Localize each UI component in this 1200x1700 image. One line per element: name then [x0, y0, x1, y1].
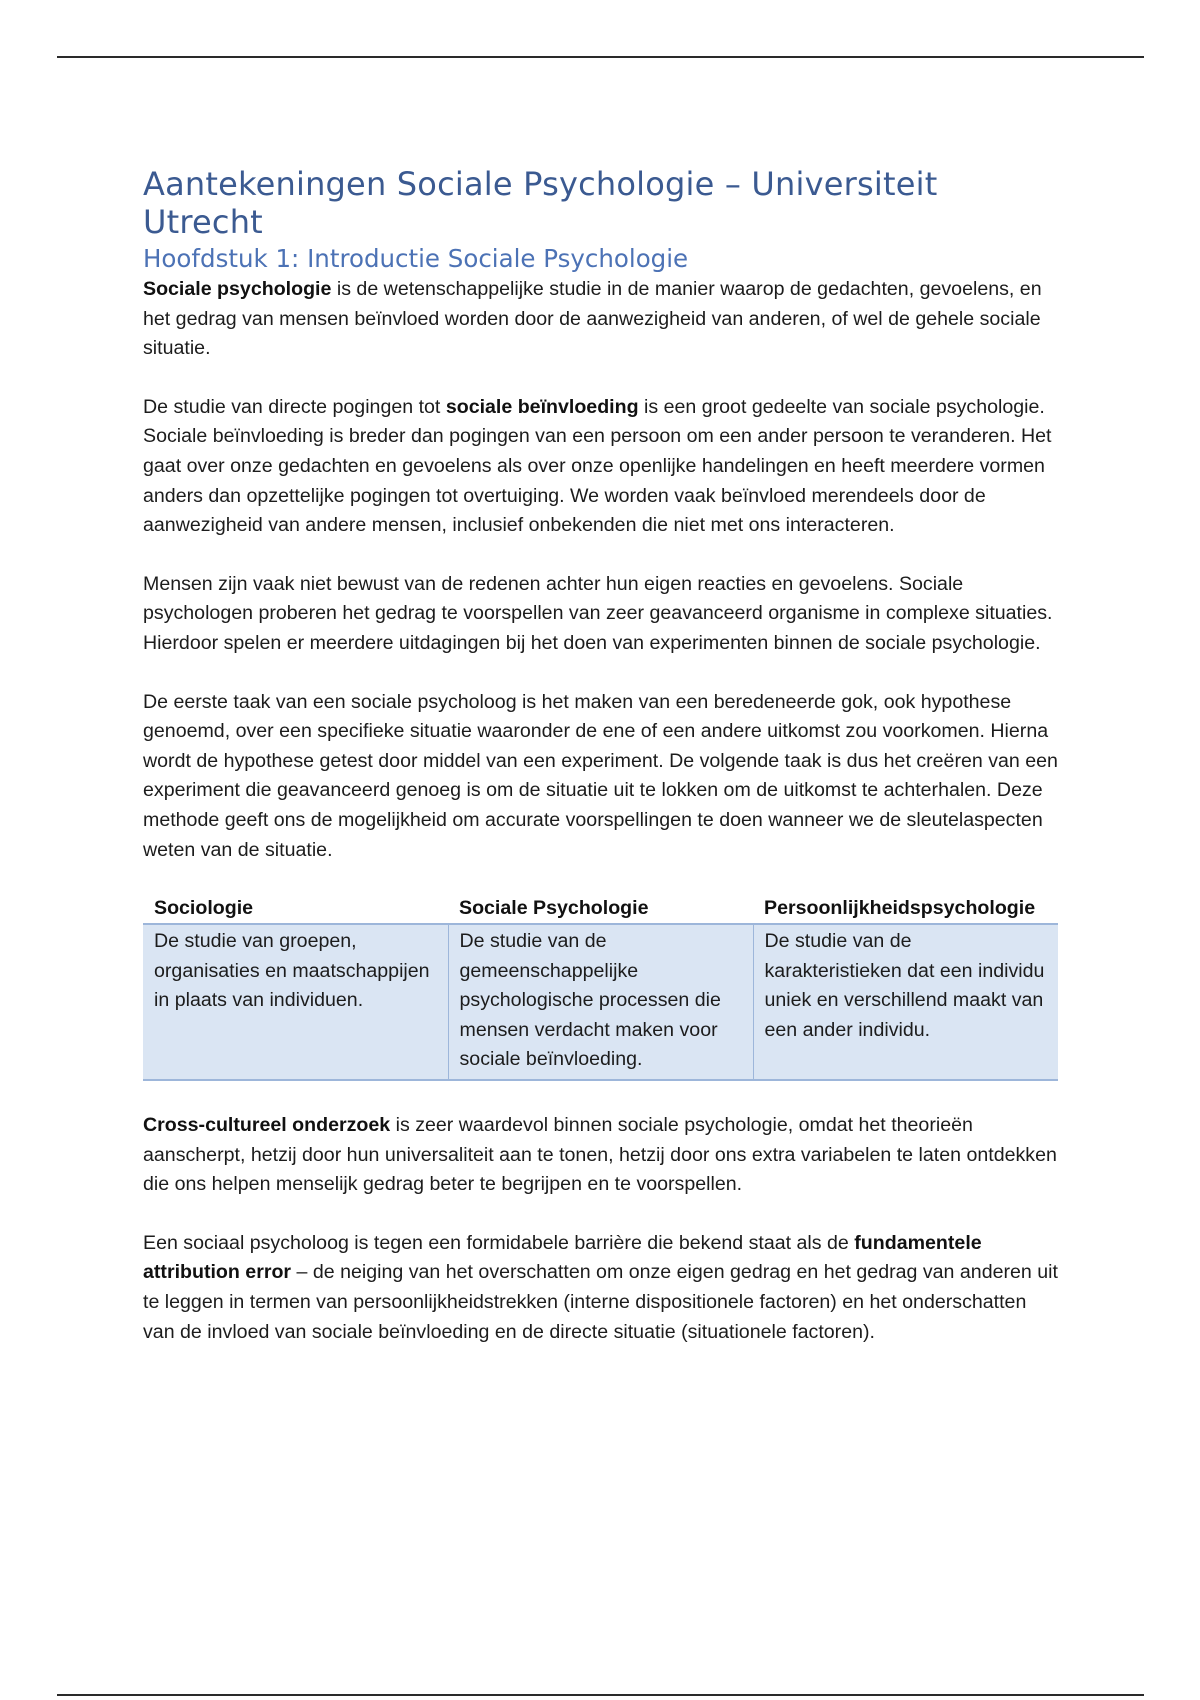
paragraph-hypothesis: De eerste taak van een sociale psycholoog is het maken van een beredeneerde gok, ook hypothese genoemd, over een specifieke situatie waaronder de ene of een andere uitkomst zou voorkomen. Hierna wordt de hypothese getest door middel van een experiment. De volgende taak is dus het creëren van een experiment die geavanceerd genoeg is om de situatie uit te lokken om de uitkomst te achterhalen. Deze methode geeft ons de mogelijkheid om accurate voorspellingen te doen wanneer we de sleutelaspecten weten van de situatie. [143, 690, 1058, 861]
table-cell-persoonlijkheidspsychologie: De studie van de karakteristieken dat een individu uniek en verschillend maakt van een ander individu. [753, 924, 1058, 1080]
paragraph-cross-cultural [143, 1111, 1061, 1200]
header-rule [57, 56, 1144, 58]
table-cell-sociologie: De studie van groepen, organisaties en maatschappijen in plaats van individuen. [143, 924, 448, 1080]
table-header-row [143, 892, 1058, 924]
paragraph-text: is de wetenschappelijke studie in de manier waarop de gedachten, gevoelens, en het gedrag van mensen beïnvloed worden door de aanwezigheid van anderen, of wel de gehele sociale situatie. [143, 278, 1042, 360]
term-sociale-psychologie: Sociale psychologie [143, 278, 332, 300]
document-title: Aantekeningen Sociale Psychologie – Universiteit Utrecht [143, 165, 938, 241]
paragraph-text: is een groot gedeelte van sociale psychologie. Sociale beïnvloeding is breder dan pogingen van een persoon om een ander persoon te veranderen. Het gaat over onze gedachten en gevoelens als over onze openlijke handelingen en heeft meerdere vormen anders dan opzettelijke pogingen tot overtuiging. We worden vaak beïnvloed merendeels door de aanwezigheid van andere mensen, inclusief onbekenden die niet met ons interacteren. [143, 395, 1052, 537]
paragraph-attribution-error [143, 1229, 1061, 1347]
paragraph-text: is zeer waardevol binnen sociale psychologie, omdat het theorieën aanscherpt, hetzij door hun universaliteit aan te tonen, hetzij door ons extra variabelen te laten ontdekken die ons helpen menselijk gedrag beter te begrijpen en te voorspellen. [143, 1114, 1057, 1196]
paragraph-text: Een sociaal psycholoog is tegen een formidabele barrière die bekend staat als de [143, 1231, 855, 1254]
table-header-sociologie: Sociologie [143, 892, 448, 924]
table-cell-sociale-psychologie: De studie van de gemeenschappelijke psychologische processen die mensen verdacht maken voor sociale beïnvloeding. [448, 924, 753, 1080]
paragraph-text: – de neiging van het overschatten om onze eigen gedrag en het gedrag van anderen uit te leggen in termen van persoonlijkheidstrekken (interne dispositionele factoren) en het onderschatten van de invloed van sociale beïnvloeding en de directe situatie (situationele factoren). [143, 1261, 1058, 1343]
document-body [143, 165, 1061, 1347]
footer-rule [57, 1694, 1144, 1696]
term-fundamentele-attribution-error: fundamentele attribution error [143, 1231, 982, 1284]
paragraph-awareness: Mensen zijn vaak niet bewust van de redenen achter hun eigen reacties en gevoelens. Sociale psychologen proberen het gedrag te voorspellen van zeer geavanceerd organisme in complexe situaties. Hierdoor spelen er meerdere uitdagingen bij het doen van experimenten binnen de sociale psychologie. [143, 572, 1053, 654]
paragraph-text: De studie van directe pogingen tot [143, 395, 446, 418]
paragraph-definition [143, 275, 1061, 364]
term-sociale-beinvloeding: sociale beïnvloeding [445, 395, 639, 418]
paragraph-social-influence [143, 393, 1061, 541]
comparison-table [143, 892, 1058, 1081]
table-header-persoonlijkheidspsychologie: Persoonlijkheidspsychologie [753, 892, 1058, 924]
chapter-heading: Hoofdstuk 1: Introductie Sociale Psychologie [143, 244, 689, 273]
table-row [143, 924, 1058, 1080]
term-cross-cultureel-onderzoek: Cross-cultureel onderzoek [143, 1114, 391, 1137]
table-header-sociale-psychologie: Sociale Psychologie [448, 892, 753, 924]
